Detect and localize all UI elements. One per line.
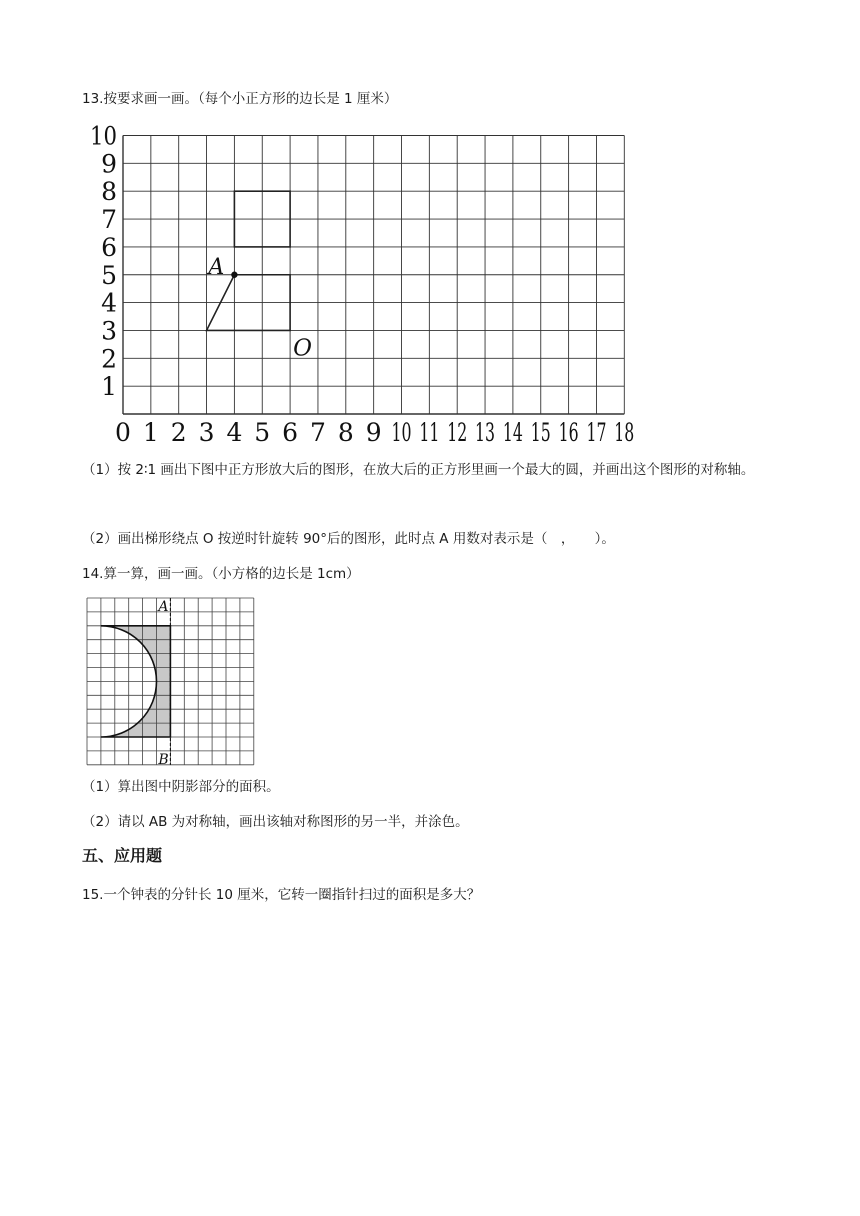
x-tick-label: 0 [115,418,131,447]
q13-part1: （1）按 2∶1 画出下图中正方形放大后的图形，在放大后的正方形里画一个最大的圆，并画出这个图形的对称轴。 [82,462,755,478]
y-tick-label: 3 [101,316,117,346]
q14-title: 14.算一算，画一画。（小方格的边长是 1cm） [82,566,360,582]
point-a-dot [231,272,237,278]
x-tick-label: 1 [142,418,159,447]
x-tick-label: 6 [282,418,299,447]
q13-part2: （2）画出梯形绕点 O 按逆时针旋转 90°后的图形，此时点 A 用数对表示是（ ， ）。 [82,531,615,547]
x-tick-label: 14 [502,418,523,447]
x-tick-label: 16 [558,418,579,447]
x-tick-label: 10 [391,418,412,447]
y-tick-label: 6 [101,232,117,262]
x-tick-label: 8 [337,418,354,447]
q13-title: 13.按要求画一画。（每个小正方形的边长是 1 厘米） [82,91,398,107]
x-tick-label: 17 [586,418,607,447]
q15-text: 15.一个钟表的分针长 10 厘米，它转一圈指针扫过的面积是多大？ [82,887,481,903]
label-a: A [158,599,169,615]
y-tick-label: 10 [90,121,117,151]
label-b: B [158,751,169,768]
y-tick-label: 2 [101,344,117,374]
x-tick-label: 13 [475,418,496,447]
y-tick-label: 5 [101,260,117,290]
point-a-label: A [208,254,225,280]
x-tick-label: 15 [530,418,551,447]
x-tick-label: 11 [419,418,440,447]
x-tick-label: 2 [170,418,187,447]
q14-symmetry-grid [0,590,200,770]
point-o-label: O [293,335,312,362]
x-tick-label: 4 [226,418,243,447]
y-tick-label: 1 [101,372,117,402]
y-tick-label: 7 [101,205,117,235]
section5-heading: 五、应用题 [82,846,163,865]
q14-part2: （2）请以 AB 为对称轴，画出该轴对称图形的另一半，并涂色。 [82,814,469,830]
x-tick-label: 5 [254,418,271,447]
y-tick-label: 8 [101,177,117,207]
y-tick-label: 9 [101,149,117,179]
x-tick-label: 12 [447,418,468,447]
x-tick-label: 7 [309,418,326,447]
x-tick-label: 18 [614,418,635,447]
x-tick-label: 9 [365,418,382,447]
x-tick-label: 3 [198,418,215,447]
q14-part1: （1）算出图中阴影部分的面积。 [82,779,280,795]
q13-coordinate-grid [0,118,860,458]
y-tick-label: 4 [101,288,117,318]
